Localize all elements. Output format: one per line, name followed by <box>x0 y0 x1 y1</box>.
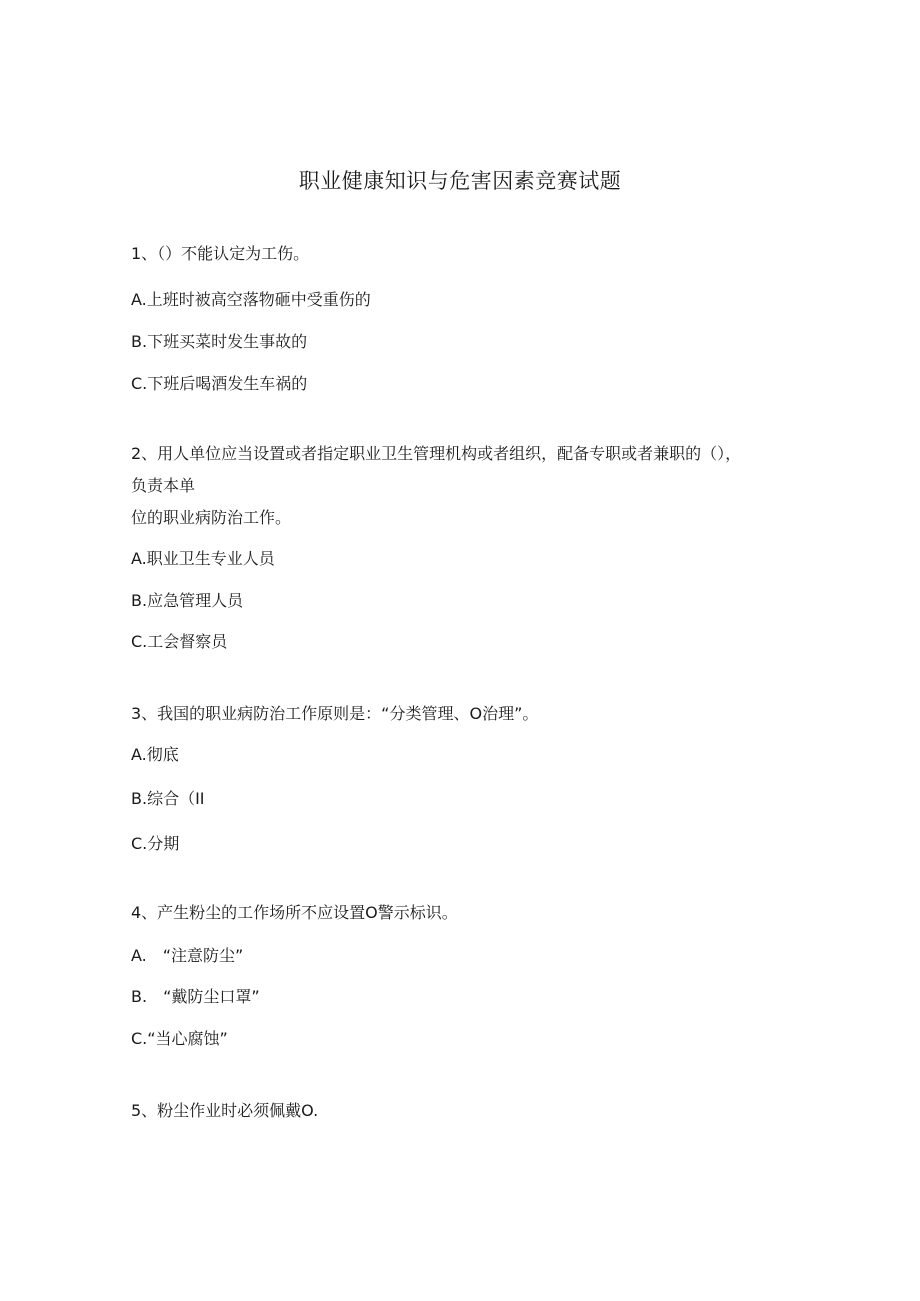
question-2-stem-line-1: 2、用人单位应当设置或者指定职业卫生管理机构或者组织，配备专职或者兼职的（）， <box>131 444 742 463</box>
question-1-option-a: A.上班时被高空落物砸中受重伤的 <box>131 290 371 309</box>
question-4-stem: 4、产生粉尘的工作场所不应设置O警示标识。 <box>131 903 458 922</box>
question-4-option-a: A. “注意防尘” <box>131 946 244 965</box>
question-1-option-b: B.下班买菜时发生事故的 <box>131 332 308 351</box>
question-3-option-a: A.彻底 <box>131 745 179 764</box>
question-1-stem: 1、（）不能认定为工伤。 <box>131 244 310 263</box>
question-3-option-c: C.分期 <box>131 834 180 853</box>
question-3-option-b: B.综合（II <box>131 789 205 808</box>
question-2-option-c: C.工会督察员 <box>131 632 228 651</box>
question-4-option-b: B. “戴防尘口罩” <box>131 987 260 1006</box>
question-1-option-c: C.下班后喝酒发生车祸的 <box>131 374 308 393</box>
question-2-option-a: A.职业卫生专业人员 <box>131 549 275 568</box>
question-2-stem-line-2: 负责本单 <box>131 476 196 495</box>
question-4-option-c: C.“当心腐蚀” <box>131 1029 228 1048</box>
question-2-stem-line-3: 位的职业病防治工作。 <box>131 508 292 527</box>
question-3-stem: 3、我国的职业病防治工作原则是：“分类管理、O治理”。 <box>131 704 539 723</box>
document-title: 职业健康知识与危害因素竞赛试题 <box>298 169 622 193</box>
question-2-option-b: B.应急管理人员 <box>131 591 244 610</box>
question-5-stem: 5、粉尘作业时必须佩戴O. <box>131 1101 319 1120</box>
